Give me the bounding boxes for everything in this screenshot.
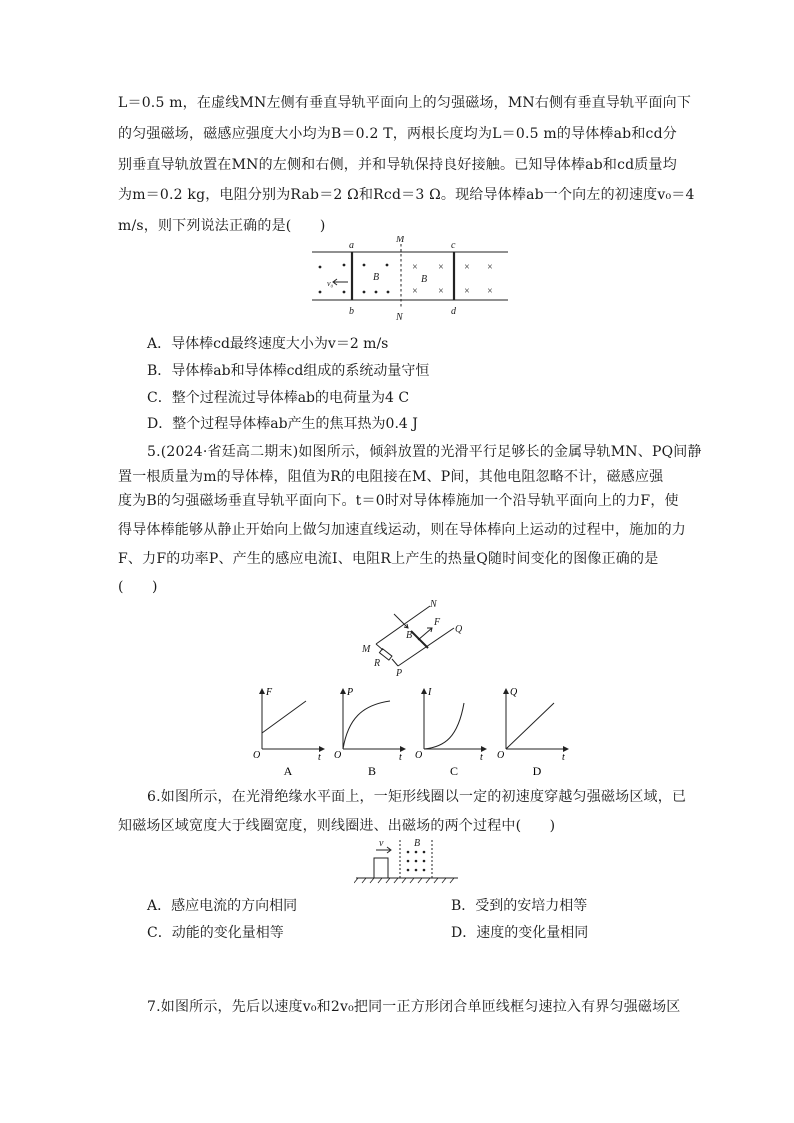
q4-option-b[interactable]: B．导体棒ab和导体棒cd组成的系统动量守恒 <box>147 363 430 379</box>
q5-text-line-6: ( ) <box>118 579 158 595</box>
q5-label-M: M <box>362 644 371 655</box>
q6-text-line-2: 知磁场区域宽度大于线圈宽度，则线圈进、出磁场的两个过程中( ) <box>118 818 556 834</box>
graph-b-yaxis: P <box>347 687 354 698</box>
svg-text:×: × <box>438 262 444 273</box>
graph-a[interactable] <box>253 687 324 778</box>
q6-label-B: B <box>414 838 421 849</box>
q4-text-line-3: 别垂直导轨放置在MN的左侧和右侧，并和导轨保持良好接触。已知导体棒ab和cd质量均 <box>118 157 677 173</box>
q5-label-P: P <box>396 668 403 679</box>
q5-text-line-2: 置一根质量为m的导体棒，阻值为R的电阻接在M、P间，其他电阻忽略不计，磁感应强 <box>118 469 664 485</box>
svg-text:×: × <box>412 286 418 297</box>
svg-text:×: × <box>487 262 493 273</box>
svg-text:×: × <box>412 262 418 273</box>
q6-label-v: v <box>379 838 384 849</box>
q4-option-d[interactable]: D．整个过程导体棒ab产生的焦耳热为0.4 J <box>147 416 418 432</box>
graph-a-xaxis: t <box>318 752 321 763</box>
q4-text-line-1: L＝0.5 m，在虚线MN左侧有垂直导轨平面向上的匀强磁场，MN右侧有垂直导轨平面向下 <box>118 95 692 111</box>
graph-d-xaxis: t <box>562 752 565 763</box>
q4-label-B-right: B <box>421 274 428 285</box>
graph-d-yaxis: Q <box>510 687 518 698</box>
svg-text:×: × <box>464 286 470 297</box>
q5-text-line-5: F、力F的功率P、产生的感应电流I、电阻R上产生的热量Q随时间变化的图像正确的是 <box>118 551 659 567</box>
graph-d-caption: D <box>532 764 542 778</box>
graph-b-caption: B <box>367 764 377 778</box>
graph-a-yaxis: F <box>266 687 273 698</box>
q4-option-c[interactable]: C．整个过程流过导体棒ab的电荷量为4 C <box>147 390 410 406</box>
svg-text:×: × <box>487 286 493 297</box>
graph-d-origin: O <box>497 750 505 761</box>
q4-text-line-5: m/s，则下列说法正确的是( ) <box>118 218 326 234</box>
q4-label-c: c <box>451 240 456 251</box>
q7-text-line-1: 7.如图所示，先后以速度v₀和2v₀把同一正方形闭合单匝线框匀速拉入有界匀强磁场区 <box>147 999 681 1015</box>
q6-text-line-1: 6.如图所示，在光滑绝缘水平面上，一矩形线圈以一定的初速度穿越匀强磁场区域，已 <box>147 789 687 805</box>
svg-text:×: × <box>464 262 470 273</box>
q5-text-line-1: 5.(2024·省廷高二期末)如图所示，倾斜放置的光滑平行足够长的金属导轨MN、PQ间静 <box>147 444 702 460</box>
q4-figure-rails <box>300 236 520 322</box>
q5-graphs <box>250 683 580 779</box>
graph-c[interactable] <box>415 687 486 778</box>
q4-text-line-4: 为m＝0.2 kg，电阻分别为Rab＝2 Ω和Rcd＝3 Ω。现给导体棒ab一个向左的初速度v₀＝4 <box>118 187 695 203</box>
q4-label-b: b <box>349 306 354 317</box>
svg-text:×: × <box>438 286 444 297</box>
q6-figure-coil <box>354 836 462 886</box>
q5-text-line-4: 得导体棒能够从静止开始向上做匀加速直线运动，则在导体棒向上运动的过程中，施加的力 <box>118 522 686 538</box>
graph-d[interactable] <box>497 687 568 778</box>
q5-label-F: F <box>434 617 441 628</box>
graph-b-origin: O <box>334 750 342 761</box>
q5-text-line-3: 度为B的匀强磁场垂直导轨平面向下。t＝0时对导体棒施加一个沿导轨平面向上的力F，使 <box>118 493 679 509</box>
graph-c-xaxis: t <box>480 752 483 763</box>
q4-option-a[interactable]: A．导体棒cd最终速度大小为v＝2 m/s <box>147 336 389 352</box>
q4-label-N: N <box>396 312 403 322</box>
graph-c-yaxis: I <box>428 687 432 698</box>
q5-label-R: R <box>374 658 381 669</box>
q5-figure-incline <box>356 598 476 680</box>
q5-label-N: N <box>430 599 437 610</box>
q6-option-a[interactable]: A．感应电流的方向相同 <box>147 898 298 914</box>
q4-label-a: a <box>349 240 354 251</box>
graph-c-origin: O <box>415 750 423 761</box>
q4-label-d: d <box>451 306 456 317</box>
q6-option-c[interactable]: C．动能的变化量相等 <box>147 925 284 941</box>
q4-label-M: M <box>396 236 405 245</box>
q5-label-Q: Q <box>455 624 463 635</box>
q5-label-B: B <box>406 630 413 641</box>
q4-text-line-2: 的匀强磁场，磁感应强度大小均为B＝0.2 T，两根长度均为L＝0.5 m的导体棒ab和cd分 <box>118 126 677 142</box>
graph-b-xaxis: t <box>399 752 402 763</box>
q6-option-b[interactable]: B．受到的安培力相等 <box>451 898 588 914</box>
q6-option-d[interactable]: D．速度的变化量相同 <box>451 925 589 941</box>
graph-c-caption: C <box>449 764 459 778</box>
q4-label-v0: v₀ <box>327 279 334 288</box>
graph-b[interactable] <box>334 687 405 778</box>
graph-a-caption: A <box>283 764 293 778</box>
graph-a-origin: O <box>253 750 261 761</box>
q4-label-B-left: B <box>373 272 380 283</box>
